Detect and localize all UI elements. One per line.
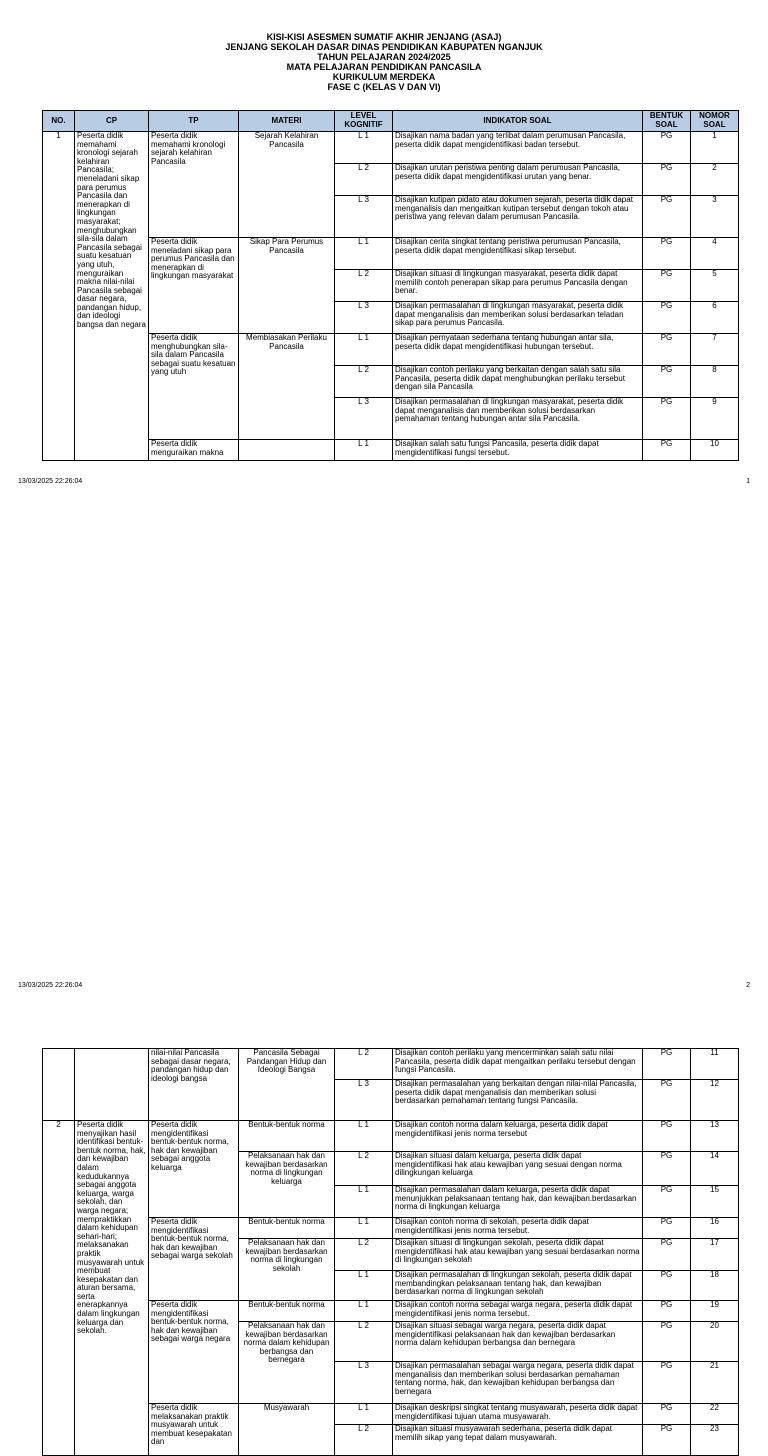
cell-tp: Peserta didik memahami kronologi sejarah kelahiran Pancasila — [149, 132, 239, 238]
page-1 — [0, 0, 768, 512]
cell-indikator: Disajikan situasi musyawarah sederhana, peserta didik dapat memilih sikap yang tepat dalam musyawarah. — [393, 1425, 643, 1456]
cell-nomor: 18 — [691, 1271, 739, 1301]
cell-materi: Sikap Para Perumus Pancasila — [239, 238, 335, 334]
cell-materi: Pancasila Sebagai Pandangan Hidup dan Ideologi Bangsa — [239, 1049, 335, 1121]
cell-materi: Bentuk-bentuk norma — [239, 1218, 335, 1239]
cell-indikator: Disajikan kutipan pidato atau dokumen sejarah, peserta didik dapat menganalisis dan mengaitkan kutipan tersebut dengan tokoh atau peristiwa yang relevan dalam perumusan Pancasila. — [393, 196, 643, 238]
cell-nomor: 9 — [691, 398, 739, 440]
cell-level: L 1 — [335, 1186, 393, 1218]
cell-bentuk: PG — [643, 1239, 691, 1271]
cell-level: L 3 — [335, 398, 393, 440]
cell-nomor: 10 — [691, 440, 739, 461]
cell-level: L 2 — [335, 1425, 393, 1456]
kisi-kisi-table-page-1 — [42, 110, 739, 461]
cell-materi: Pelaksanaan hak dan kewajiban berdasarkan norma dalam kehidupan berbangsa dan bernegara — [239, 1322, 335, 1404]
cell-level: L 1 — [335, 334, 393, 366]
cell-nomor: 17 — [691, 1239, 739, 1271]
cell-bentuk: PG — [643, 1301, 691, 1322]
cell-indikator: Disajikan contoh norma dalam keluarga, peserta didik dapat mengidentifikasi jenis norma tersebut — [393, 1121, 643, 1152]
cell-nomor: 5 — [691, 270, 739, 302]
cell-indikator: Disajikan urutan peristiwa penting dalam perumusan Pancasila, peserta didik dapat mengidentifikasi urutan yang benar. — [393, 164, 643, 196]
cell-no: 2 — [43, 1121, 75, 1456]
cell-indikator: Disajikan permasalahan di lingkungan masyarakat, peserta didik dapat menganalisis dan memberikan solusi berdasarkan teladan sikap para perumus Pancasila. — [393, 302, 643, 334]
cell-bentuk: PG — [643, 164, 691, 196]
cell-indikator: Disajikan permasalahan yang berkaitan dengan nilai-nilai Pancasila, peserta didik dapat menganalisis dan memberikan solusi berdasarkan pemahaman tentang fungsi Pancasila. — [393, 1080, 643, 1121]
cell-materi: Musyawarah — [239, 1404, 335, 1456]
cell-materi-empty — [239, 440, 335, 461]
cell-level: L 3 — [335, 196, 393, 238]
cell-nomor: 2 — [691, 164, 739, 196]
cell-indikator: Disajikan situasi sebagai warga negara, peserta didik dapat mengidentifikasi pelaksanaan hak dan kewajiban berdasarkan norma dalam kehidupan berbangsa dan bernegara — [393, 1322, 643, 1362]
cell-materi: Bentuk-bentuk norma — [239, 1301, 335, 1322]
cell-indikator: Disajikan permasalahan di lingkungan masyarakat, peserta didik dapat menganalisis dan memberikan solusi berdasarkan pemahaman tentang hubungan antar sila Pancasila. — [393, 398, 643, 440]
cell-indikator: Disajikan contoh norma sebagai warga negara, peserta didik dapat mengidentifikasi jenis norma tersebut. — [393, 1301, 643, 1322]
cell-materi: Pelaksanaan hak dan kewajiban berdasarkan norma di lingkungan keluarga — [239, 1152, 335, 1218]
header-cp: CP — [75, 111, 149, 132]
cell-tp: Peserta didik melaksanakan praktik musyawarah untuk membuat kesepakatan dan — [149, 1404, 239, 1456]
cell-tp: Peserta didik mengidentifikasi bentuk-bentuk norma, hak dan kewajiban sebagai warga negara — [149, 1301, 239, 1404]
cell-level: L 2 — [335, 164, 393, 196]
cell-cp: Peserta didik menyajikan hasil identifikasi bentuk-bentuk norma, hak, dan kewajiban dalam kedudukannya sebagai anggota keluarga, warga sekolah, dan warga negara; mempraktikkan dalam kehidupan sehari-hari; melaksanakan praktik musyawarah untuk membuat kesepakatan dan aturan bersama, serta enerapkannya dalam lingkungan keluarga dan sekolah. — [75, 1121, 149, 1456]
cell-nomor: 15 — [691, 1186, 739, 1218]
cell-indikator: Disajikan situasi di lingkungan sekolah, peserta didik dapat mengidentifikasi hak atau kewajiban yang sesuai berdasarkan norma di lingkungan sekolah — [393, 1239, 643, 1271]
cell-materi: Membiasakan Perilaku Pancasila — [239, 334, 335, 440]
cell-bentuk: PG — [643, 1425, 691, 1456]
cell-level: L 1 — [335, 1301, 393, 1322]
cell-nomor: 23 — [691, 1425, 739, 1456]
title-line-5: KURIKULUM MERDEKA — [332, 72, 436, 82]
cell-cp-empty — [75, 1049, 149, 1121]
cell-bentuk: PG — [643, 334, 691, 366]
cell-nomor: 20 — [691, 1322, 739, 1362]
cell-level: L 2 — [335, 1049, 393, 1080]
cell-nomor: 7 — [691, 334, 739, 366]
table-row — [43, 1049, 739, 1080]
cell-nomor: 4 — [691, 238, 739, 270]
cell-level: L 1 — [335, 1404, 393, 1425]
cell-tp: Peserta didik mengidentifikasi bentuk-bentuk norma, hak dan kewajiban sebagai warga sekolah — [149, 1218, 239, 1301]
cell-nomor: 12 — [691, 1080, 739, 1121]
table-header-row — [43, 111, 739, 132]
cell-tp: Peserta didik menguraikan makna — [149, 440, 239, 461]
cell-level: L 3 — [335, 1362, 393, 1404]
cell-bentuk: PG — [643, 132, 691, 164]
cell-level: L 3 — [335, 302, 393, 334]
cell-level: L 2 — [335, 270, 393, 302]
cell-bentuk: PG — [643, 1049, 691, 1080]
cell-bentuk: PG — [643, 1218, 691, 1239]
cell-indikator: Disajikan contoh perilaku yang mencerminkan salah satu nilai Pancasila, peserta didik dapat mengaitkan perilaku tersebut dengan fungsi Pancasila. — [393, 1049, 643, 1080]
header-materi: MATERI — [239, 111, 335, 132]
cell-bentuk: PG — [643, 366, 691, 398]
cell-indikator: Disajikan permasalahan dalam keluarga, peserta didik dapat menunjukkan pelaksanaan tentang hak, dan kewajiban.berdasarkan norma di lingkungan keluarga — [393, 1186, 643, 1218]
cell-nomor: 1 — [691, 132, 739, 164]
cell-level: L 2 — [335, 1239, 393, 1271]
cell-bentuk: PG — [643, 270, 691, 302]
table-row — [43, 132, 739, 164]
cell-no: 1 — [43, 132, 75, 461]
cell-bentuk: PG — [643, 1152, 691, 1186]
cell-nomor: 3 — [691, 196, 739, 238]
cell-level: L 1 — [335, 440, 393, 461]
cell-indikator: Disajikan permasalahan di lingkungan sekolah, peserta didik dapat membandingkan pelaksanaan tentang hak, dan kewajiban berdasarkan norma di lingkungan sekolah — [393, 1271, 643, 1301]
cell-bentuk: PG — [643, 1322, 691, 1362]
cell-nomor: 14 — [691, 1152, 739, 1186]
cell-level: L 1 — [335, 132, 393, 164]
cell-materi: Pelaksanaan hak dan kewajiban berdasarkan norma di lingkungan sekolah — [239, 1239, 335, 1301]
title-line-2: JENJANG SEKOLAH DASAR DINAS PENDIDIKAN KABUPATEN NGANJUK — [225, 42, 543, 52]
footer-timestamp: 13/03/2025 22:26:04 — [18, 982, 83, 989]
title-line-6: FASE C (KELAS V DAN VI) — [327, 82, 441, 92]
cell-bentuk: PG — [643, 1271, 691, 1301]
cell-materi: Bentuk-bentuk norma — [239, 1121, 335, 1152]
cell-tp: Peserta didik mengidentifikasi bentuk-bentuk norma, hak dan kewajiban sebagai anggota keluarga — [149, 1121, 239, 1218]
cell-bentuk: PG — [643, 1121, 691, 1152]
footer-page-number: 2 — [746, 982, 750, 989]
cell-cp: Peserta didik memahami kronologi sejarah kelahiran Pancasila; meneladani sikap para perumus Pancasila dan menerapkan di lingkungan masyarakat; menghubungkan sila-sila dalam Pancasila sebagai suatu kesatuan yang utuh, menguraikan makna nilai-nilai Pancasila sebagai dasar negara, pandangan hidup, dan ideologi bangsa dan negara — [75, 132, 149, 461]
cell-bentuk: PG — [643, 398, 691, 440]
cell-indikator: Disajikan situasi di lingkungan masyarakat, peserta didik dapat memilih contoh penerapan sikap para perumus Pancasila dengan benar. — [393, 270, 643, 302]
cell-indikator: Disajikan nama badan yang terlibat dalam perumusan Pancasila, peserta didik dapat mengidentifikasi badan tersebut. — [393, 132, 643, 164]
cell-bentuk: PG — [643, 440, 691, 461]
cell-nomor: 8 — [691, 366, 739, 398]
cell-nomor: 21 — [691, 1362, 739, 1404]
kisi-kisi-table-page-2 — [42, 1048, 739, 1456]
cell-bentuk: PG — [643, 302, 691, 334]
cell-materi: Sejarah Kelahiran Pancasila — [239, 132, 335, 238]
cell-level: L 3 — [335, 1080, 393, 1121]
footer-page-number: 1 — [746, 478, 750, 485]
cell-nomor: 13 — [691, 1121, 739, 1152]
cell-indikator: Disajikan deskripsi singkat tentang musyawarah, peserta didik dapat mengidentifikasi tujuan utama musyawarah. — [393, 1404, 643, 1425]
cell-nomor: 16 — [691, 1218, 739, 1239]
header-tp: TP — [149, 111, 239, 132]
cell-level: L 2 — [335, 366, 393, 398]
header-indikator: INDIKATOR SOAL — [393, 111, 643, 132]
cell-level: L 1 — [335, 1218, 393, 1239]
header-no: NO. — [43, 111, 75, 132]
cell-bentuk: PG — [643, 1362, 691, 1404]
header-level: LEVEL KOGNITIF — [335, 111, 393, 132]
cell-bentuk: PG — [643, 1080, 691, 1121]
cell-bentuk: PG — [643, 238, 691, 270]
cell-bentuk: PG — [643, 1186, 691, 1218]
page-2 — [0, 512, 768, 1447]
cell-indikator: Disajikan pernyataan sederhana tentang hubungan antar sila, peserta didik dapat mengidentifikasi hubungan tersebut. — [393, 334, 643, 366]
cell-level: L 2 — [335, 1322, 393, 1362]
document-title — [0, 32, 768, 92]
cell-indikator: Disajikan contoh perilaku yang berkaitan dengan salah satu sila Pancasila, peserta didik dapat menghubungkan perilaku tersebut dengan sila Pancasila — [393, 366, 643, 398]
title-line-3: TAHUN PELAJARAN 2024/2025 — [317, 52, 451, 62]
cell-indikator: Disajikan situasi dalam keluarga, peserta didik dapat mengidentifikasi hak atau kewajiban yang sesuai dengan norma dilingkungan keluarga — [393, 1152, 643, 1186]
title-line-4: MATA PELAJARAN PENDIDIKAN PANCASILA — [286, 62, 482, 72]
cell-indikator: Disajikan contoh norma di sekolah, peserta didik dapat mengidentifikasi jenis norma tersebut. — [393, 1218, 643, 1239]
cell-no-empty — [43, 1049, 75, 1121]
cell-tp: Peserta didik menghubungkan sila-sila dalam Pancasila sebagai suatu kesatuan yang utuh — [149, 334, 239, 440]
cell-level: L 1 — [335, 238, 393, 270]
cell-indikator: Disajikan permasalahan sebagai warga negara, peserta didik dapat menganalisis dan memberikan solusi berdasarkan pemahaman tentang norma, hak, dan kewajiban kehidupan berbangsa dan bernegara — [393, 1362, 643, 1404]
table-row — [43, 1121, 739, 1152]
cell-indikator: Disajikan salah satu fungsi Pancasila, peserta didik dapat mengidentifikasi fungsi tersebut. — [393, 440, 643, 461]
cell-nomor: 19 — [691, 1301, 739, 1322]
cell-level: L 1 — [335, 1271, 393, 1301]
cell-bentuk: PG — [643, 196, 691, 238]
cell-tp: Peserta didik meneladani sikap para perumus Pancasila dan menerapkan di lingkungan masyarakat — [149, 238, 239, 334]
cell-tp: nilai-nilai Pancasila sebagai dasar negara, pandangan hidup dan ideologi bangsa — [149, 1049, 239, 1121]
header-nomor: NOMOR SOAL — [691, 111, 739, 132]
cell-indikator: Disajikan cerita singkat tentang peristiwa perumusan Pancasila, peserta didik dapat mengidentifikasi sikap tersebut. — [393, 238, 643, 270]
cell-nomor: 22 — [691, 1404, 739, 1425]
title-line-1: KISI-KISI ASESMEN SUMATIF AKHIR JENJANG (ASAJ) — [266, 32, 502, 42]
cell-level: L 1 — [335, 1121, 393, 1152]
cell-level: L 2 — [335, 1152, 393, 1186]
footer-timestamp: 13/03/2025 22:26:04 — [18, 478, 83, 485]
cell-nomor: 11 — [691, 1049, 739, 1080]
cell-bentuk: PG — [643, 1404, 691, 1425]
cell-nomor: 6 — [691, 302, 739, 334]
header-bentuk: BENTUK SOAL — [643, 111, 691, 132]
